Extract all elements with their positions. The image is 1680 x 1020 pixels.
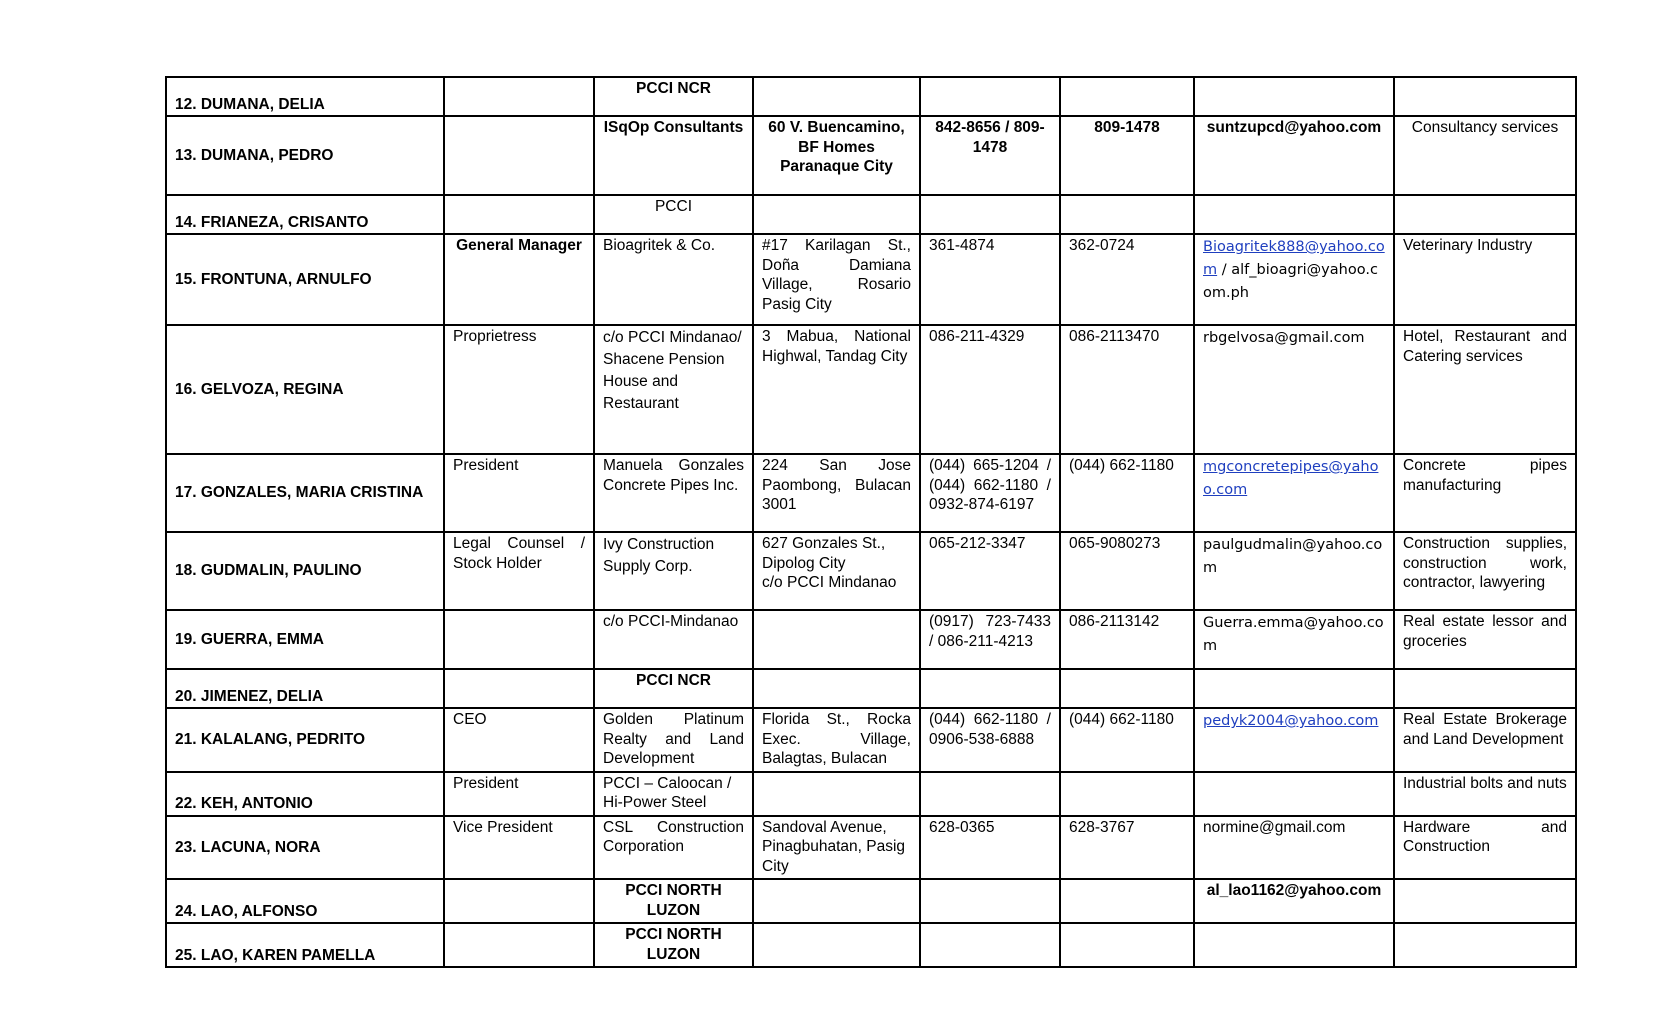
company-cell: CSL Construction Corporation	[594, 816, 753, 880]
email-cell	[1194, 77, 1394, 116]
fax-cell	[1060, 772, 1194, 816]
company-cell: PCCI NORTH LUZON	[594, 879, 753, 923]
table-row	[166, 116, 1576, 195]
address-cell	[753, 772, 920, 816]
business-cell: Concrete pipes manufacturing	[1394, 454, 1576, 532]
company-cell: PCCI	[594, 195, 753, 234]
position-cell: General Manager	[444, 234, 594, 325]
member-name: 19. GUERRA, EMMA	[166, 610, 444, 669]
company-cell: PCCI – Caloocan / Hi-Power Steel	[594, 772, 753, 816]
table-row	[166, 234, 1576, 325]
table-row	[166, 77, 1576, 116]
member-directory-table	[165, 76, 1577, 968]
table-row	[166, 879, 1576, 923]
business-cell	[1394, 77, 1576, 116]
table-row	[166, 772, 1576, 816]
member-name: 15. FRONTUNA, ARNULFO	[166, 234, 444, 325]
email-cell: normine@gmail.com	[1194, 816, 1394, 880]
fax-cell	[1060, 879, 1194, 923]
position-cell: CEO	[444, 708, 594, 772]
table-row	[166, 923, 1576, 967]
address-cell	[753, 195, 920, 234]
phone-cell: 628-0365	[920, 816, 1060, 880]
position-cell: President	[444, 454, 594, 532]
email-link[interactable]: Bioagritek888@yahoo.com	[1203, 239, 1385, 278]
company-cell: ISqOp Consultants	[594, 116, 753, 195]
company-cell: c/o PCCI Mindanao/ Shacene Pension House and Restaurant	[594, 325, 753, 454]
business-cell: Consultancy services	[1394, 116, 1576, 195]
phone-cell	[920, 772, 1060, 816]
phone-cell	[920, 669, 1060, 708]
member-name: 13. DUMANA, PEDRO	[166, 116, 444, 195]
table-row	[166, 669, 1576, 708]
business-cell: Industrial bolts and nuts	[1394, 772, 1576, 816]
email-link[interactable]: pedyk2004@yahoo.com	[1203, 713, 1379, 729]
address-cell	[753, 923, 920, 967]
address-cell	[753, 532, 920, 610]
table-row	[166, 816, 1576, 880]
position-cell: Proprietress	[444, 325, 594, 454]
business-cell	[1394, 923, 1576, 967]
company-cell: c/o PCCI-Mindanao	[594, 610, 753, 669]
business-cell: Construction supplies, construction work, contractor, lawyering	[1394, 532, 1576, 610]
phone-cell: (0917) 723-7433 / 086-211-4213	[920, 610, 1060, 669]
company-cell: PCCI NORTH LUZON	[594, 923, 753, 967]
email-cell	[1194, 772, 1394, 816]
member-name: 17. GONZALES, MARIA CRISTINA	[166, 454, 444, 532]
fax-cell	[1060, 669, 1194, 708]
secondary-email: alf_bioagri@yahoo.com.ph	[1203, 262, 1378, 301]
business-cell	[1394, 669, 1576, 708]
table-row	[166, 325, 1576, 454]
fax-cell	[1060, 923, 1194, 967]
business-cell	[1394, 195, 1576, 234]
phone-cell: 086-211-4329	[920, 325, 1060, 454]
email-cell: al_lao1162@yahoo.com	[1194, 879, 1394, 923]
fax-cell: 065-9080273	[1060, 532, 1194, 610]
phone-cell	[920, 923, 1060, 967]
address-cell: 3 Mabua, National Highwal, Tandag City	[753, 325, 920, 454]
company-cell: PCCI NCR	[594, 669, 753, 708]
member-name: 20. JIMENEZ, DELIA	[166, 669, 444, 708]
business-cell: Hardware and Construction	[1394, 816, 1576, 880]
phone-cell: (044) 662-1180 / 0906-538-6888	[920, 708, 1060, 772]
address-cell: #17 Karilagan St., Doña Damiana Village, Rosario Pasig City	[753, 234, 920, 325]
fax-cell: (044) 662-1180	[1060, 454, 1194, 532]
table-row	[166, 195, 1576, 234]
email-cell: Guerra.emma@yahoo.com	[1194, 610, 1394, 669]
member-name: 18. GUDMALIN, PAULINO	[166, 532, 444, 610]
email-cell	[1194, 669, 1394, 708]
fax-cell: 809-1478	[1060, 116, 1194, 195]
fax-cell	[1060, 195, 1194, 234]
phone-cell: 842-8656 / 809-1478	[920, 116, 1060, 195]
email-cell: paulgudmalin@yahoo.com	[1194, 532, 1394, 610]
address-cell	[753, 879, 920, 923]
business-cell: Veterinary Industry	[1394, 234, 1576, 325]
address-cell: 224 San Jose Paombong, Bulacan 3001	[753, 454, 920, 532]
position-cell	[444, 77, 594, 116]
address-cell: 60 V. Buencamino, BF Homes Paranaque City	[753, 116, 920, 195]
address-line: c/o PCCI Mindanao	[762, 574, 897, 591]
phone-cell: (044) 665-1204 / (044) 662-1180 / 0932-874-6197	[920, 454, 1060, 532]
business-cell: Real estate lessor and groceries	[1394, 610, 1576, 669]
address-cell	[753, 669, 920, 708]
address-cell	[753, 77, 920, 116]
fax-cell	[1060, 77, 1194, 116]
position-cell	[444, 195, 594, 234]
member-name: 12. DUMANA, DELIA	[166, 77, 444, 116]
fax-cell: 086-2113470	[1060, 325, 1194, 454]
member-name: 14. FRIANEZA, CRISANTO	[166, 195, 444, 234]
company-cell: PCCI NCR	[594, 77, 753, 116]
position-cell	[444, 923, 594, 967]
company-cell: Golden Platinum Realty and Land Development	[594, 708, 753, 772]
email-link[interactable]: mgconcretepipes@yahoo.com	[1203, 459, 1379, 498]
position-cell	[444, 610, 594, 669]
company-cell: Ivy Construction Supply Corp.	[594, 532, 753, 610]
phone-cell: 065-212-3347	[920, 532, 1060, 610]
email-cell	[1194, 234, 1394, 325]
member-name: 24. LAO, ALFONSO	[166, 879, 444, 923]
fax-cell: 628-3767	[1060, 816, 1194, 880]
phone-cell: 361-4874	[920, 234, 1060, 325]
position-cell	[444, 879, 594, 923]
member-name: 23. LACUNA, NORA	[166, 816, 444, 880]
member-name: 25. LAO, KAREN PAMELLA	[166, 923, 444, 967]
phone-cell	[920, 195, 1060, 234]
email-cell	[1194, 923, 1394, 967]
company-cell: Manuela Gonzales Concrete Pipes Inc.	[594, 454, 753, 532]
business-cell: Real Estate Brokerage and Land Development	[1394, 708, 1576, 772]
email-cell: suntzupcd@yahoo.com	[1194, 116, 1394, 195]
member-name: 22. KEH, ANTONIO	[166, 772, 444, 816]
table-row	[166, 454, 1576, 532]
company-cell: Bioagritek & Co.	[594, 234, 753, 325]
table-row	[166, 610, 1576, 669]
position-cell	[444, 116, 594, 195]
email-cell	[1194, 708, 1394, 772]
member-name: 21. KALALANG, PEDRITO	[166, 708, 444, 772]
fax-cell: 086-2113142	[1060, 610, 1194, 669]
table-row	[166, 708, 1576, 772]
email-cell	[1194, 195, 1394, 234]
table-row	[166, 532, 1576, 610]
position-cell: President	[444, 772, 594, 816]
email-cell: rbgelvosa@gmail.com	[1194, 325, 1394, 454]
address-cell: Sandoval Avenue, Pinagbuhatan, Pasig City	[753, 816, 920, 880]
phone-cell	[920, 879, 1060, 923]
fax-cell: 362-0724	[1060, 234, 1194, 325]
address-cell	[753, 610, 920, 669]
address-line: 627 Gonzales St., Dipolog City	[762, 535, 886, 572]
email-cell	[1194, 454, 1394, 532]
position-cell: Legal Counsel / Stock Holder	[444, 532, 594, 610]
business-cell: Hotel, Restaurant and Catering services	[1394, 325, 1576, 454]
business-cell	[1394, 879, 1576, 923]
email-separator: /	[1217, 262, 1232, 278]
position-cell: Vice President	[444, 816, 594, 880]
fax-cell: (044) 662-1180	[1060, 708, 1194, 772]
member-name: 16. GELVOZA, REGINA	[166, 325, 444, 454]
phone-cell	[920, 77, 1060, 116]
position-cell	[444, 669, 594, 708]
address-cell: Florida St., Rocka Exec. Village, Balagtas, Bulacan	[753, 708, 920, 772]
